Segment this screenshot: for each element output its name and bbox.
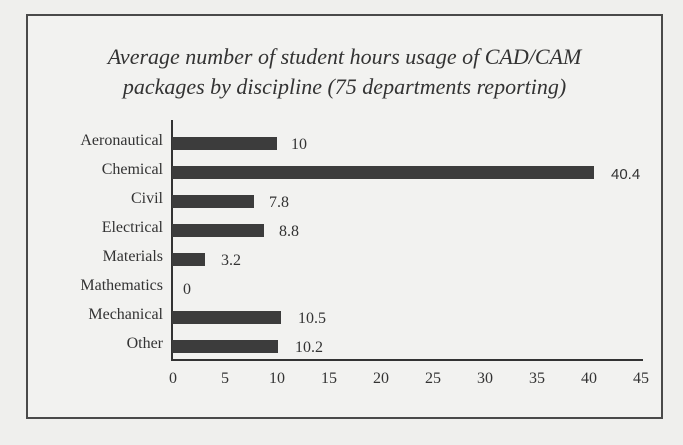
category-label: Mathematics bbox=[80, 277, 163, 294]
bar-row-mathematics bbox=[80, 277, 641, 298]
value-label: 40.4 bbox=[611, 166, 641, 183]
value-label: 7.8 bbox=[269, 194, 289, 211]
x-tick-label: 0 bbox=[169, 370, 177, 387]
category-label: Civil bbox=[130, 190, 163, 207]
bar-row-civil bbox=[130, 190, 641, 211]
bar-row-electrical bbox=[101, 219, 641, 240]
category-label: Other bbox=[126, 335, 163, 352]
x-tick-label: 20 bbox=[373, 370, 389, 387]
bar bbox=[172, 137, 277, 150]
chart-frame bbox=[26, 14, 663, 419]
x-tick-label: 40 bbox=[581, 370, 597, 387]
x-axis-line bbox=[171, 359, 643, 361]
bar-row-mechanical bbox=[88, 306, 641, 327]
category-label: Aeronautical bbox=[80, 132, 163, 149]
bar-row-chemical bbox=[101, 161, 641, 183]
bar bbox=[172, 253, 205, 266]
x-tick-label: 25 bbox=[425, 370, 441, 387]
value-label: 8.8 bbox=[279, 223, 299, 240]
x-tick-label: 35 bbox=[529, 370, 545, 387]
bar bbox=[172, 166, 594, 179]
x-tick-label: 30 bbox=[477, 370, 493, 387]
plot-area bbox=[80, 120, 649, 387]
value-label: 10.5 bbox=[298, 310, 326, 327]
value-label: 10.2 bbox=[295, 339, 323, 356]
category-label: Materials bbox=[102, 248, 163, 265]
value-label: 0 bbox=[183, 281, 191, 298]
chart-title-line-2: packages by discipline (75 departments reporting) bbox=[122, 74, 567, 99]
bar-row-materials bbox=[102, 248, 641, 269]
bar-row-aeronautical bbox=[80, 132, 641, 153]
value-label: 3.2 bbox=[221, 252, 241, 269]
category-label: Electrical bbox=[101, 219, 163, 236]
chart-title bbox=[28, 42, 661, 102]
x-tick-label: 15 bbox=[321, 370, 337, 387]
bar bbox=[172, 224, 264, 237]
category-label: Chemical bbox=[101, 161, 163, 178]
chart-title-line-1: Average number of student hours usage of CAD/CAM bbox=[107, 44, 582, 69]
x-tick-label: 45 bbox=[633, 370, 649, 387]
bar bbox=[172, 311, 281, 324]
bar bbox=[172, 340, 278, 353]
bar bbox=[172, 195, 254, 208]
x-tick-label: 5 bbox=[221, 370, 229, 387]
bar-row-other bbox=[126, 335, 641, 356]
category-label: Mechanical bbox=[88, 306, 163, 323]
x-tick-label: 10 bbox=[269, 370, 285, 387]
value-label: 10 bbox=[291, 136, 307, 153]
